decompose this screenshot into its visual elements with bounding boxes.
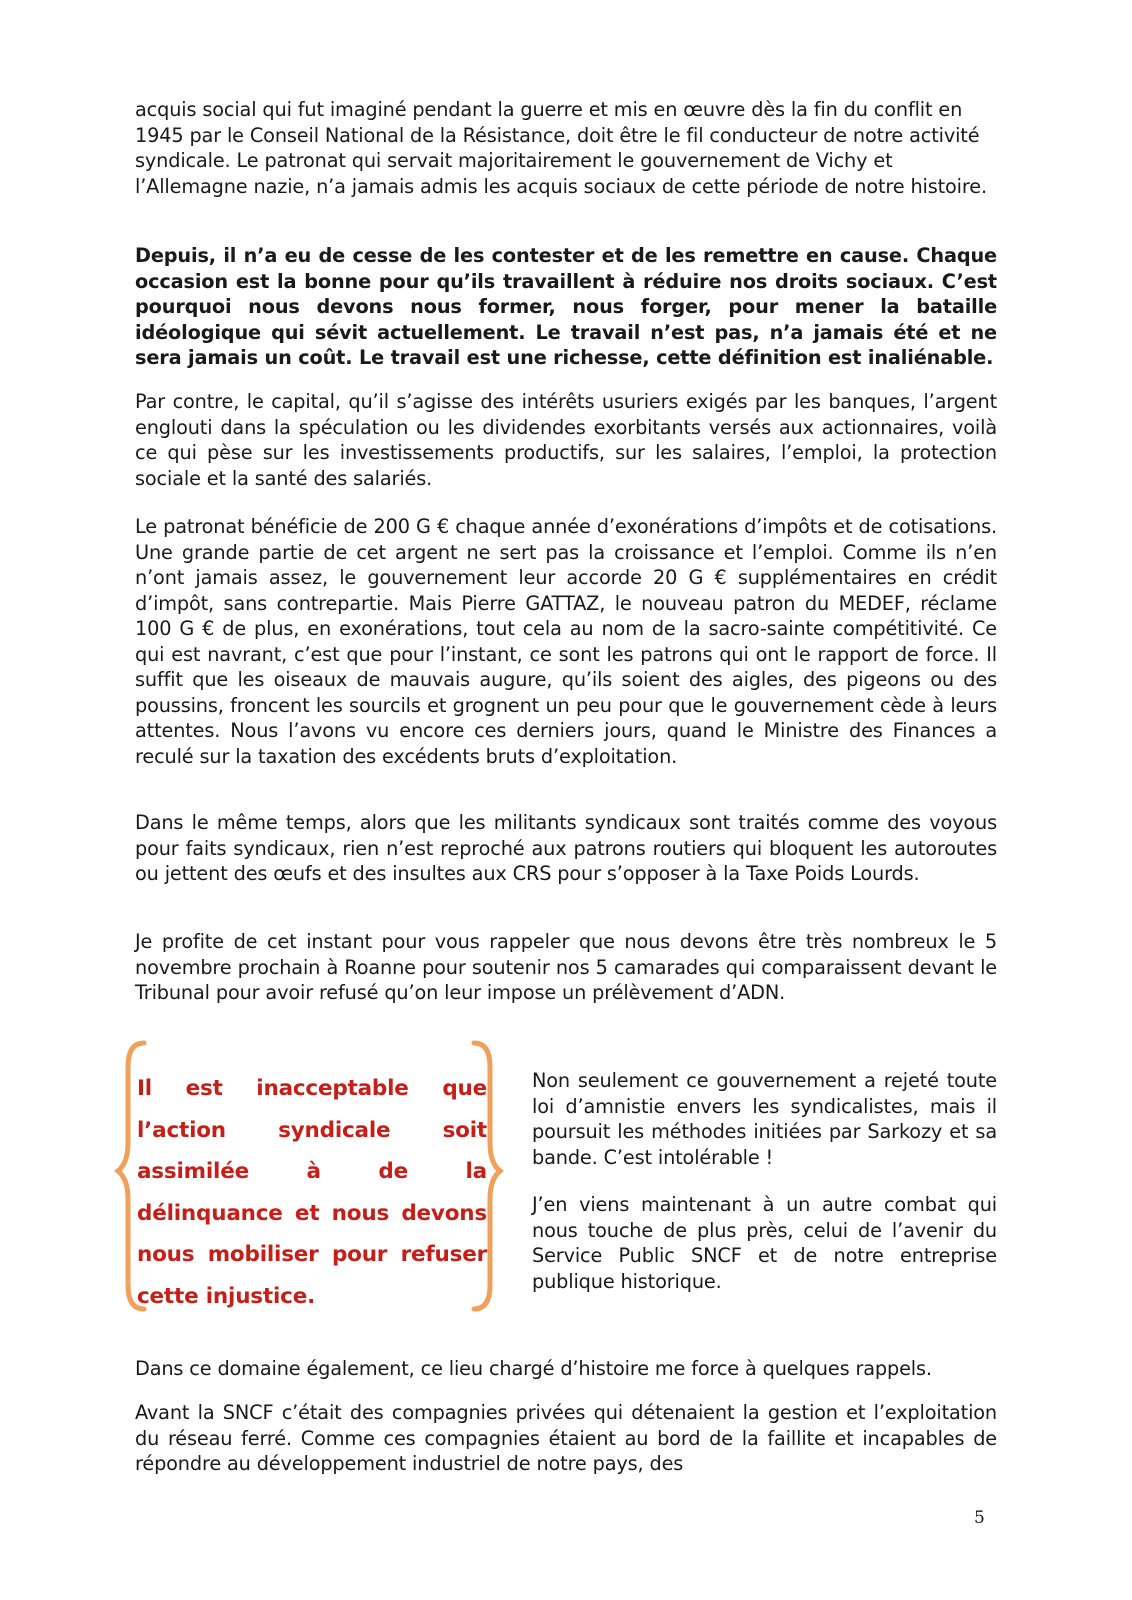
body-paragraph: Dans ce domaine également, ce lieu chargé d’histoire me force à quelques rappels. (135, 1357, 932, 1380)
body-paragraph: Le patronat bénéficie de 200 G € chaque année d’exonérations d’impôts et de cotisations. Une grande partie de cet argent ne sert pas la croissance et l’emploi. Comme ils n’en n’ont jamais assez, le gouvernement leur accorde 20 G € supplémentaires en crédit d’impôt, sans contrepartie. Mais Pierre GATTAZ, le nouveau patron du MEDEF, réclame 100 G € de plus, en exonérations, tout cela au nom de la sacro-sainte compétitivité. Ce qui est navrant, c’est que pour l’instant, ce sont les patrons qui ont le rapport de force. Il suffit que les oiseaux de mauvais augure, qu’ils soient des aigles, des pigeons ou des poussins, froncent les sourcils et grognent un peu pour que le gouvernement cède à leurs attentes. Nous l’avons vu encore ces derniers jours, quand le Ministre des Finances a reculé sur la taxation des excédents bruts d’exploitation. (135, 515, 997, 768)
pull-quote-text: Il est inacceptable que l’action syndicale soit assimilée à de la délinquance et nous devons nous mobiliser pour refuser cette injustice. (137, 1076, 487, 1309)
body-paragraph: Avant la SNCF c’était des compagnies privées qui détenaient la gestion et l’exploitation du réseau ferré. Comme ces compagnies étaient au bord de la faillite et incapables de répondre au développement industriel de notre pays, des (135, 1401, 997, 1475)
body-paragraph: Dans le même temps, alors que les militants syndicaux sont traités comme des voyous pour faits syndicaux, rien n’est reproché aux patrons routiers qui bloquent les autoroutes ou jettent des œufs et des insultes aux CRS pour s’opposer à la Taxe Poids Lourds. (135, 811, 997, 885)
page-number: 5 (974, 1508, 985, 1528)
body-paragraph: Je profite de cet instant pour vous rappeler que nous devons être très nombreux le 5 novembre prochain à Roanne pour soutenir nos 5 camarades qui comparaissent devant le Tribunal pour avoir refusé qu’on leur impose un prélèvement d’ADN. (135, 930, 997, 1004)
side-paragraph: Non seulement ce gouvernement a rejeté toute loi d’amnistie envers les syndicalistes, mais il poursuit les méthodes initiées par Sarkozy et sa bande. C’est intolérable ! (532, 1069, 997, 1169)
bold-paragraph: Depuis, il n’a eu de cesse de les contester et de les remettre en cause. Chaque occasion est la bonne pour qu’ils travaillent à réduire nos droits sociaux. C’est pourquoi nous devons nous former, nous forger, pour mener la bataille idéologique qui sévit actuellement. Le travail n’est pas, n’a jamais été et ne sera jamais un coût. Le travail est une richesse, cette définition est inaliénable. (135, 244, 997, 369)
side-paragraph: J’en viens maintenant à un autre combat qui nous touche de plus près, celui de l’avenir du Service Public SNCF et de notre entreprise publique historique. (532, 1193, 997, 1293)
body-paragraph: acquis social qui fut imaginé pendant la guerre et mis en œuvre dès la fin du conflit en 1945 par le Conseil National de la Résistance, doit être le fil conducteur de notre activité syndicale. Le patronat qui servait majoritairement le gouvernement de Vichy et l’Allemagne nazie, n’a jamais admis les acquis sociaux de cette période de notre histoire. (135, 98, 987, 198)
body-paragraph: Par contre, le capital, qu’il s’agisse des intérêts usuriers exigés par les banques, l’argent englouti dans la spéculation ou les dividendes exorbitants versés aux actionnaires, voilà ce qui pèse sur les investissements productifs, sur les salaires, l’emploi, la protection sociale et la santé des salariés. (135, 390, 997, 490)
pull-quote-callout (112, 1037, 512, 1315)
